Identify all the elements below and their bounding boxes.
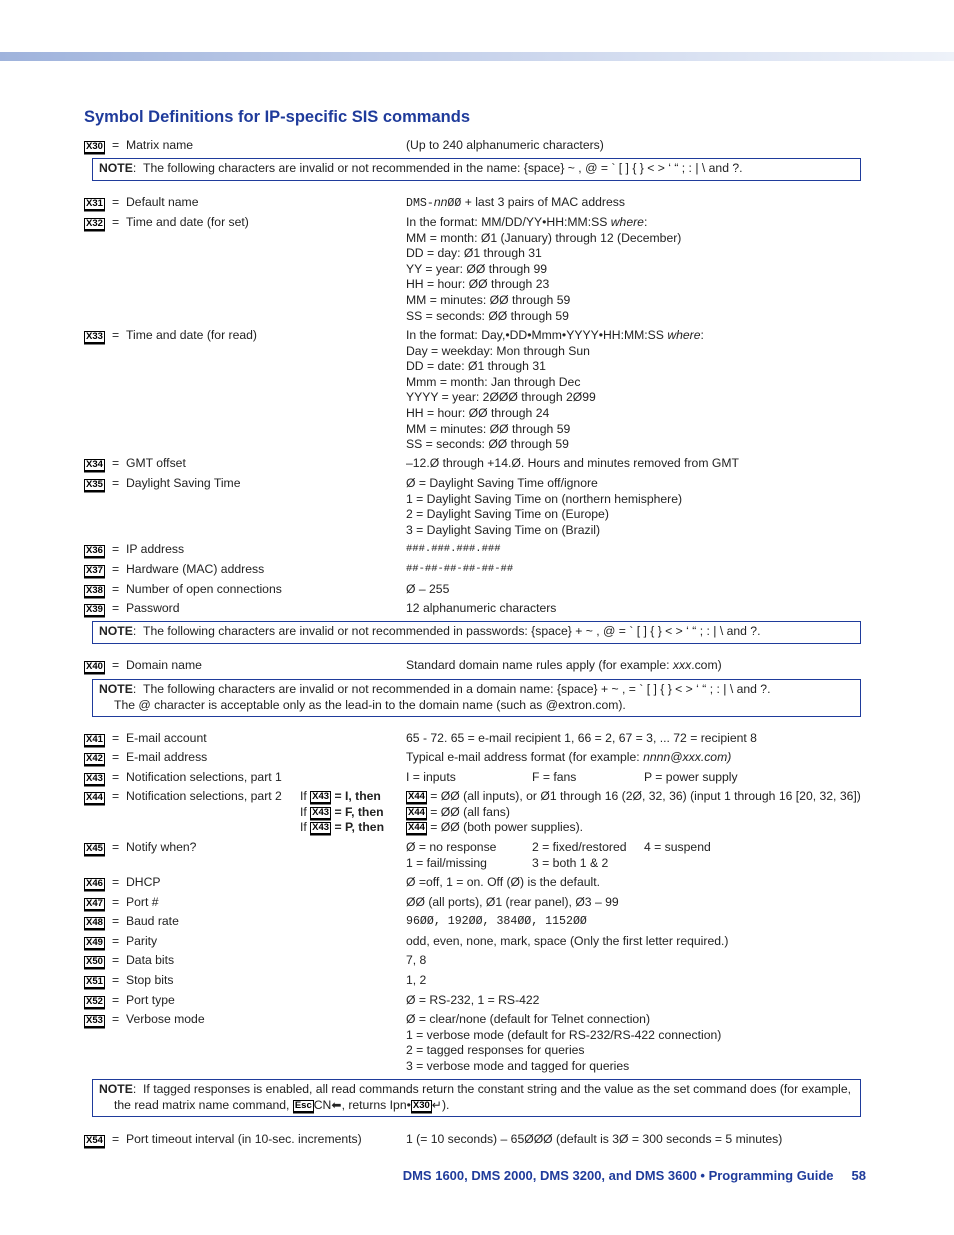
tag-x54: X54 xyxy=(86,1135,103,1146)
label-x35: Daylight Saving Time xyxy=(126,476,241,490)
tag-x48: X48 xyxy=(86,917,103,928)
note-domain-chars: NOTE: The following characters are invalid or not recommended in a domain name: {space} + ~ , = ` [ ] { } < > ‘ “ ; : | \ and ?. The @ character is acceptable only as the lead-in to the domain name (such as @extron.com). xyxy=(92,679,861,717)
label-x44: Notification selections, part 2 xyxy=(126,789,282,803)
label-x37: Hardware (MAC) address xyxy=(126,562,265,576)
value-x30: (Up to 240 alphanumeric characters) xyxy=(406,138,604,152)
value-x43: I = inputs F = fans P = power supply xyxy=(406,770,738,784)
if-conditions-x44: If X43 = I, then If X43 = F, then If X43 = P, then xyxy=(300,789,385,835)
label-x34: GMT offset xyxy=(126,456,186,470)
label-x49: Parity xyxy=(126,934,158,948)
page-number: 58 xyxy=(851,1168,866,1183)
value-x42: Typical e-mail address format (for example: nnnn@xxx.com) xyxy=(406,750,732,764)
section-title: Symbol Definitions for IP-specific SIS commands xyxy=(84,108,470,126)
label-x51: Stop bits xyxy=(126,973,174,987)
note-name-chars: NOTE: The following characters are invalid or not recommended in the name: {space} ~ , @ = ` [ ] { } < > ‘ “ ; : | \ and ?. xyxy=(92,158,861,181)
label-x41: E-mail account xyxy=(126,731,207,745)
esc-key-icon: Esc xyxy=(294,1099,312,1111)
value-x52: Ø = RS-232, 1 = RS-422 xyxy=(406,993,540,1007)
value-x51: 1, 2 xyxy=(406,973,427,987)
label-x33: Time and date (for read) xyxy=(126,328,257,342)
tag-x46: X46 xyxy=(86,878,103,889)
tag-x50: X50 xyxy=(86,956,103,967)
tag-x44: X44 xyxy=(86,792,103,803)
label-x45: Notify when? xyxy=(126,840,197,854)
tag-x47: X47 xyxy=(86,898,103,909)
value-x32: In the format: MM/DD/YY•HH:MM:SS where: MM = month: Ø1 (January) through 12 (December) DD = day: Ø1 through 31 YY = year: ØØ through 99 HH = hour: ØØ through 23 MM = minutes: ØØ through 59 SS = seconds: ØØ through 59 xyxy=(406,215,682,323)
label-x40: Domain name xyxy=(126,658,202,672)
label-x36: IP address xyxy=(126,542,185,556)
value-x48: 96ØØ, 192ØØ, 384ØØ, 1152ØØ xyxy=(406,915,587,928)
label-x38: Number of open connections xyxy=(126,582,282,596)
tag-x31: X31 xyxy=(86,198,103,209)
tag-x39: X39 xyxy=(86,604,103,615)
value-x31: DMS-nnØØ + last 3 pairs of MAC address xyxy=(406,195,625,210)
value-x39: 12 alphanumeric characters xyxy=(406,601,557,615)
label-x54: Port timeout interval (in 10-sec. increments) xyxy=(126,1132,362,1146)
value-x49: odd, even, none, mark, space (Only the first letter required.) xyxy=(406,934,729,948)
footer-guide-title: DMS 1600, DMS 2000, DMS 3200, and DMS 3600 • Programming Guide xyxy=(402,1168,834,1183)
value-x33: In the format: Day,•DD•Mmm•YYYY•HH:MM:SS where: Day = weekday: Mon through Sun DD = date: Ø1 through 31 Mmm = month: Jan through Dec YYYY = year: 2ØØØ through 2Ø99 HH = hour: ØØ through 24 MM = minutes: ØØ through 59 SS = seconds: ØØ through 59 xyxy=(406,328,704,452)
tag-x37: X37 xyxy=(86,565,103,576)
note-tagged-responses: NOTE: If tagged responses is enabled, all read commands return the constant string and the value as the set command does (for example, the read matrix name command, Esc CN⬅, returns Ipn• X30 ↵). xyxy=(92,1079,861,1117)
value-x53: Ø = clear/none (default for Telnet connection) 1 = verbose mode (default for RS-232/RS-422 connection) 2 = tagged responses for queries 3 = verbose mode and tagged for queries xyxy=(406,1012,722,1073)
tag-x34: X34 xyxy=(86,459,103,470)
label-x43: Notification selections, part 1 xyxy=(126,770,282,784)
tag-x53: X53 xyxy=(86,1015,103,1026)
label-x32: Time and date (for set) xyxy=(126,215,249,229)
tag-x42: X42 xyxy=(86,753,103,764)
value-x50: 7, 8 xyxy=(406,953,427,967)
value-x36: ###.###.###.### xyxy=(406,543,501,555)
label-x46: DHCP xyxy=(126,875,161,889)
value-x35: Ø = Daylight Saving Time off/ignore 1 = Daylight Saving Time on (northern hemisphere) 2 = Daylight Saving Time on (Europe) 3 = Daylight Saving Time on (Brazil) xyxy=(406,476,683,537)
page-footer xyxy=(403,1168,866,1183)
value-x34: –12.Ø through +14.Ø. Hours and minutes removed from GMT xyxy=(406,456,739,470)
note-password-chars: NOTE: The following characters are invalid or not recommended in passwords: {space} + ~ , @ = ` [ ] { } < > ‘ “ ; : | \ and ?. xyxy=(92,621,861,644)
tag-x36: X36 xyxy=(86,545,103,556)
tag-x33: X33 xyxy=(86,331,103,342)
tag-x32: X32 xyxy=(86,218,103,229)
label-x48: Baud rate xyxy=(126,914,179,928)
tag-x49: X49 xyxy=(86,937,103,948)
value-x37: ##-##-##-##-##-## xyxy=(406,563,514,575)
tag-x45: X45 xyxy=(86,843,103,854)
tag-x40: X40 xyxy=(86,661,103,672)
left-arrow-icon: ⬅ xyxy=(331,1097,342,1112)
value-x47: ØØ (all ports), Ø1 (rear panel), Ø3 – 99 xyxy=(406,895,619,909)
header-bar xyxy=(0,52,954,61)
tag-x38: X38 xyxy=(86,585,103,596)
tag-x30: X30 xyxy=(86,141,103,152)
label-x47: Port # xyxy=(126,895,159,909)
tag-x51: X51 xyxy=(86,976,103,987)
value-x44: X44 = ØØ (all inputs), or Ø1 through 16 (2Ø, 32, 36) (input 1 through 16 [20, 32, 36]) X44 = ØØ (all fans) X44 = ØØ (both power supplies). xyxy=(408,789,861,835)
tag-x43: X43 xyxy=(86,773,103,784)
value-x46: Ø =off, 1 = on. Off (Ø) is the default. xyxy=(406,875,600,889)
tag-x52: X52 xyxy=(86,996,103,1007)
value-x38: Ø – 255 xyxy=(406,582,450,596)
label-x52: Port type xyxy=(126,993,175,1007)
label-x30: Matrix name xyxy=(126,138,194,152)
label-x50: Data bits xyxy=(126,953,175,967)
label-x42: E-mail address xyxy=(126,750,208,764)
label-x31: Default name xyxy=(126,195,199,209)
tag-x41: X41 xyxy=(86,734,103,745)
label-x53: Verbose mode xyxy=(126,1012,205,1026)
value-x40: Standard domain name rules apply (for example: xxx.com) xyxy=(406,658,722,672)
value-x45: Ø = no response 2 = fixed/restored 4 = suspend 1 = fail/missing 3 = both 1 & 2 xyxy=(406,840,711,870)
label-x39: Password xyxy=(126,601,180,615)
tag-x35: X35 xyxy=(86,479,103,490)
value-x54: 1 (= 10 seconds) – 65ØØØ (default is 3Ø = 300 seconds = 5 minutes) xyxy=(406,1132,783,1146)
value-x41: 65 - 72. 65 = e-mail recipient 1, 66 = 2, 67 = 3, ... 72 = recipient 8 xyxy=(406,731,757,745)
return-arrow-icon: ↵ xyxy=(431,1097,442,1112)
